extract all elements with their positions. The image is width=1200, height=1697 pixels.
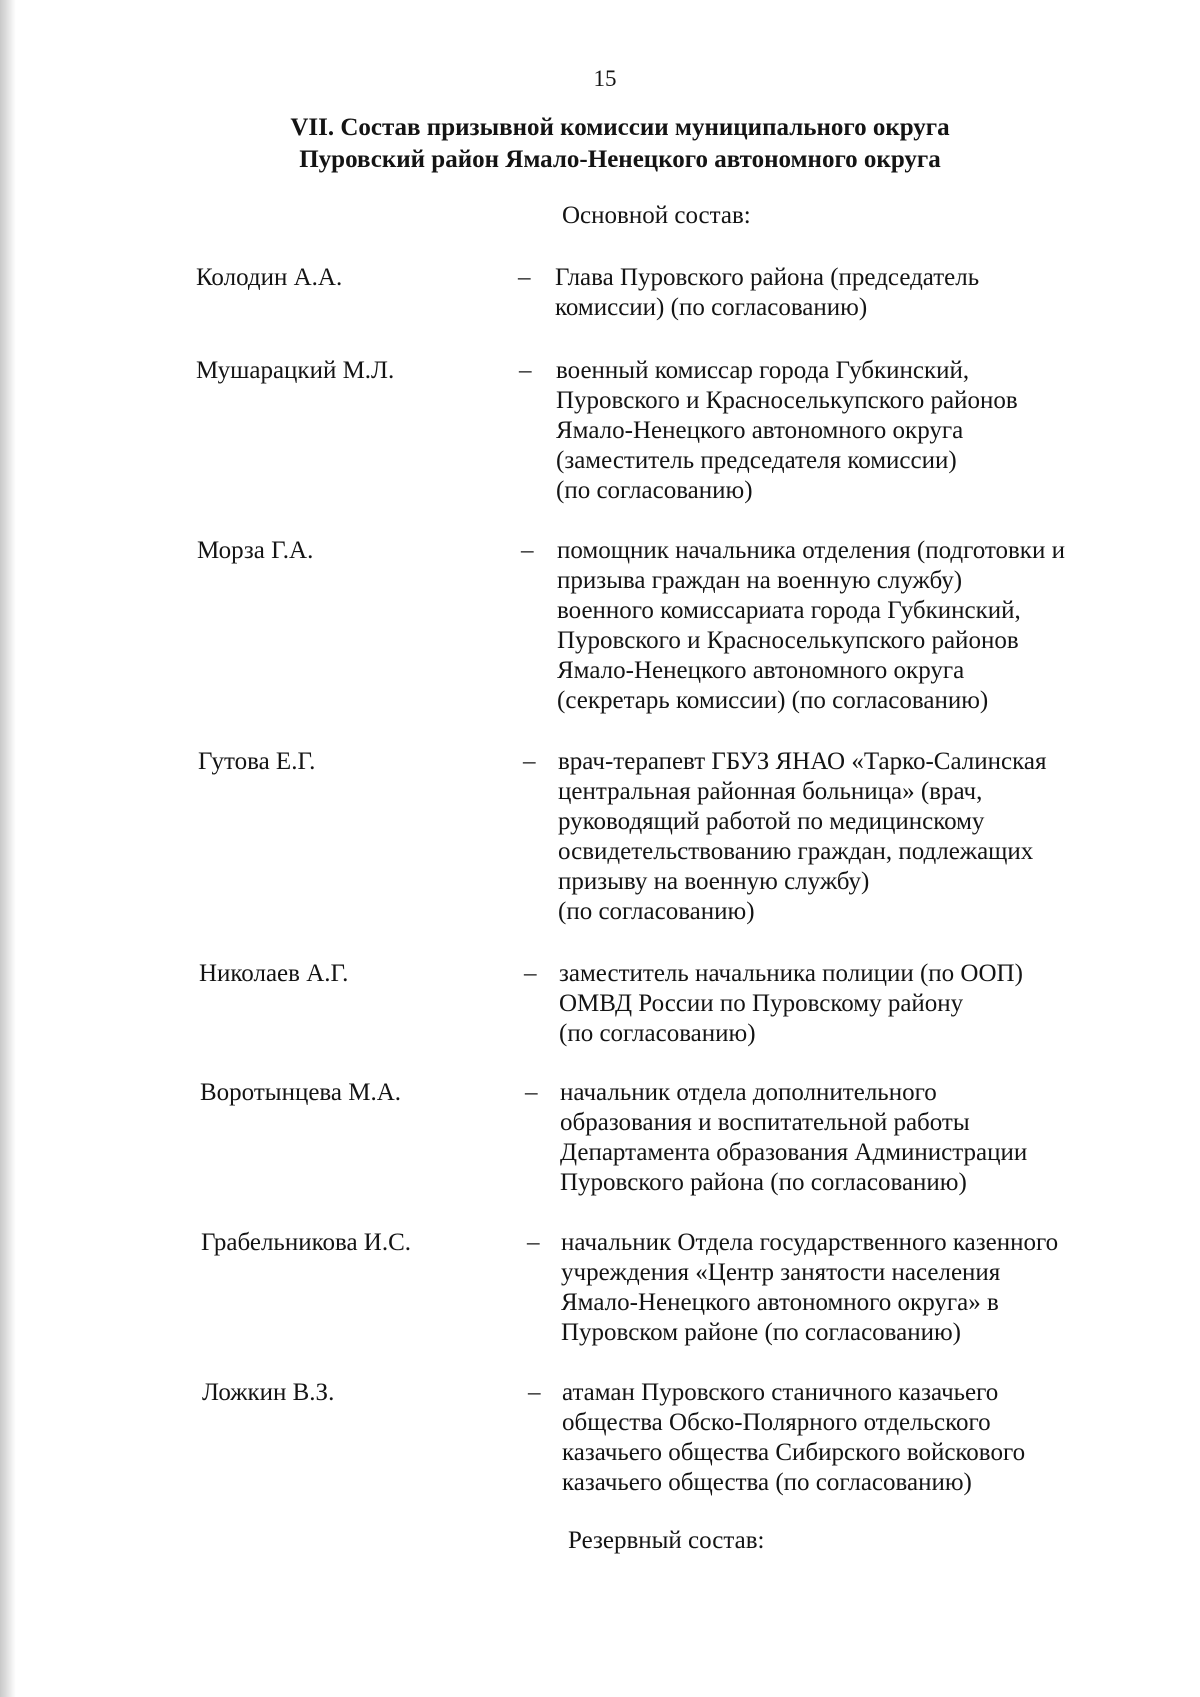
member-role-line: Департамента образования Администрации <box>560 1139 1028 1166</box>
member-role-line: Ямало-Ненецкого автономного округа <box>557 657 965 684</box>
member-name: Воротынцева М.А. <box>200 1079 402 1106</box>
member-role-line: Пуровском районе (по согласованию) <box>561 1319 962 1346</box>
member-role-line: Пуровского и Красноселькупского районов <box>556 387 1018 414</box>
member-role-line: военный комиссар города Губкинский, <box>556 357 970 384</box>
page-number: 15 <box>593 66 617 91</box>
member-role-line: (по согласованию) <box>559 1020 756 1047</box>
member-role-line: начальник Отдела государственного казенного <box>561 1229 1059 1256</box>
member-name: Гутова Е.Г. <box>198 748 316 775</box>
member-role-line: помощник начальника отделения (подготовки и <box>557 537 1065 564</box>
member-name: Морза Г.А. <box>197 537 314 564</box>
member-dash: – <box>527 1229 540 1256</box>
member-role-line: ОМВД России по Пуровскому району <box>559 990 964 1017</box>
member-dash: – <box>528 1379 541 1406</box>
member-role-line: казачьего общества (по согласованию) <box>562 1469 972 1496</box>
member-role-line: образования и воспитательной работы <box>560 1109 970 1136</box>
member-role-line: атаман Пуровского станичного казачьего <box>562 1379 999 1406</box>
member-role-line: центральная районная больница» (врач, <box>558 778 983 805</box>
member-role-line: Пуровского района (по согласованию) <box>560 1169 967 1196</box>
member-dash: – <box>525 1079 538 1106</box>
member-role-line: комиссии) (по согласованию) <box>555 294 868 321</box>
member-role-line: начальник отдела дополнительного <box>560 1079 937 1106</box>
member-name: Николаев А.Г. <box>199 960 349 987</box>
member-dash: – <box>521 537 534 564</box>
member-name: Колодин А.А. <box>196 264 343 291</box>
member-dash: – <box>523 748 536 775</box>
member-role <box>558 747 1046 927</box>
heading-line-1: VII. Состав призывной комиссии муниципального округа <box>290 114 950 141</box>
member-role-line: (заместитель председателя комиссии) <box>556 447 957 474</box>
heading-line-2: Пуровский район Ямало-Ненецкого автономного округа <box>299 146 941 173</box>
member-role-line: призыва граждан на военную службу) <box>557 567 963 594</box>
main-composition-label: Основной состав: <box>562 202 751 229</box>
member-role <box>562 1378 1025 1498</box>
member-dash: – <box>524 960 537 987</box>
member-role-line: (по согласованию) <box>556 477 753 504</box>
member-role <box>559 959 1023 1049</box>
member-role-line: военного комиссариата города Губкинский, <box>557 597 1021 624</box>
member-dash: – <box>519 357 532 384</box>
member-role-line: Ямало-Ненецкого автономного округа <box>556 417 964 444</box>
scan-left-edge <box>0 0 16 1697</box>
member-role-line: Глава Пуровского района (председатель <box>555 264 980 291</box>
member-role <box>556 356 1018 506</box>
member-role <box>555 263 979 323</box>
member-role-line: руководящий работой по медицинскому <box>558 808 985 835</box>
member-name: Ложкин В.З. <box>202 1379 335 1406</box>
member-dash: – <box>518 264 531 291</box>
member-role-line: казачьего общества Сибирского войскового <box>562 1439 1026 1466</box>
member-role-line: общества Обско-Полярного отдельского <box>562 1409 991 1436</box>
member-role-line: (по согласованию) <box>558 898 755 925</box>
member-role-line: Пуровского и Красноселькупского районов <box>557 627 1019 654</box>
member-name: Мушарацкий М.Л. <box>196 357 395 384</box>
member-role-line: освидетельствованию граждан, подлежащих <box>558 838 1034 865</box>
member-role <box>560 1078 1027 1198</box>
member-role-line: заместитель начальника полиции (по ООП) <box>559 960 1023 987</box>
member-role-line: врач-терапевт ГБУЗ ЯНАО «Тарко-Салинская <box>558 748 1047 775</box>
member-role-line: (секретарь комиссии) (по согласованию) <box>557 687 989 714</box>
member-name: Грабельникова И.С. <box>201 1229 412 1256</box>
member-role <box>561 1228 1058 1348</box>
member-role-line: учреждения «Центр занятости населения <box>561 1259 1001 1286</box>
member-role-line: Ямало-Ненецкого автономного округа» в <box>561 1289 999 1316</box>
document-heading <box>200 112 1040 176</box>
member-role <box>557 536 1065 716</box>
member-role-line: призыву на военную службу) <box>558 868 870 895</box>
reserve-composition-label: Резервный состав: <box>568 1527 765 1554</box>
